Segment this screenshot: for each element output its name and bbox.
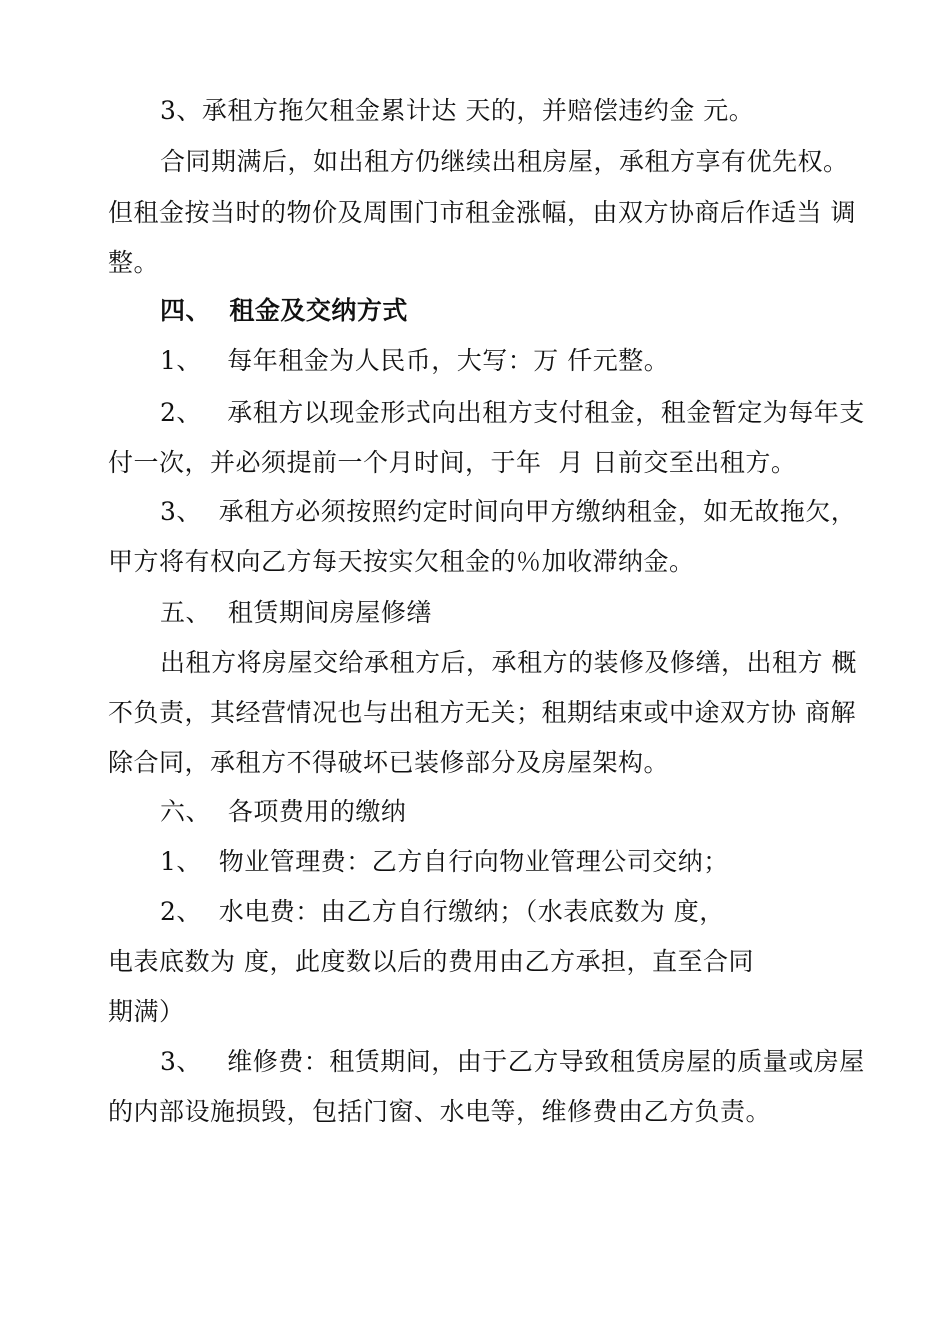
clause-6-3-line-2: 的内部设施损毁，包括门窗、水电等，维修费由乙方负责。 [108,1097,772,1126]
clause-4-3-line-1: 3、 承租方必须按照约定时间向甲方缴纳租金，如无故拖欠， [160,497,857,526]
clause-4-2-line-1: 2、 承租方以现金形式向出租方支付租金，租金暂定为每年支 [160,398,865,427]
clause-3-penalty: 3、承租方拖欠租金累计达 天的，并赔偿违约金 元。 [160,96,755,125]
paragraph-renewal-line-3: 整。 [108,248,160,277]
paragraph-renewal-line-1: 合同期满后，如出租方仍继续出租房屋，承租方享有优先权。 [160,147,849,176]
clause-6-1: 1、 物业管理费：乙方自行向物业管理公司交纳； [160,847,729,876]
clause-6-3-line-1: 3、 维修费：租赁期间，由于乙方导致租赁房屋的质量或房屋 [160,1047,865,1076]
clause-6-2-line-2: 电表底数为 度，此度数以后的费用由乙方承担，直至合同 [108,947,754,976]
paragraph-repair-line-3: 除合同，承租方不得破坏已装修部分及房屋架构。 [108,748,670,777]
section-heading-5: 五、 租赁期间房屋修缮 [160,598,432,627]
clause-4-1: 1、 每年租金为人民币，大写：万 仟元整。 [160,346,670,375]
section-heading-6: 六、 各项费用的缴纳 [160,797,407,826]
paragraph-renewal-line-2: 但租金按当时的物价及周围门市租金涨幅，由双方协商后作适当 调 [108,198,856,227]
section-heading-4: 四、 租金及交纳方式 [160,296,408,325]
clause-6-2-line-1: 2、 水电费：由乙方自行缴纳；（水表底数为 度， [160,897,725,926]
clause-6-2-line-3: 期满） [108,997,185,1026]
clause-4-2-line-2: 付一次，并必须提前一个月时间，于年 月 日前交至出租方。 [108,448,797,477]
paragraph-repair-line-2: 不负责，其经营情况也与出租方无关；租期结束或中途双方协 商解 [108,698,856,727]
clause-4-3-line-2: 甲方将有权向乙方每天按实欠租金的％加收滞纳金。 [108,547,695,576]
paragraph-repair-line-1: 出租方将房屋交给承租方后，承租方的装修及修缮，出租方 概 [160,648,857,677]
